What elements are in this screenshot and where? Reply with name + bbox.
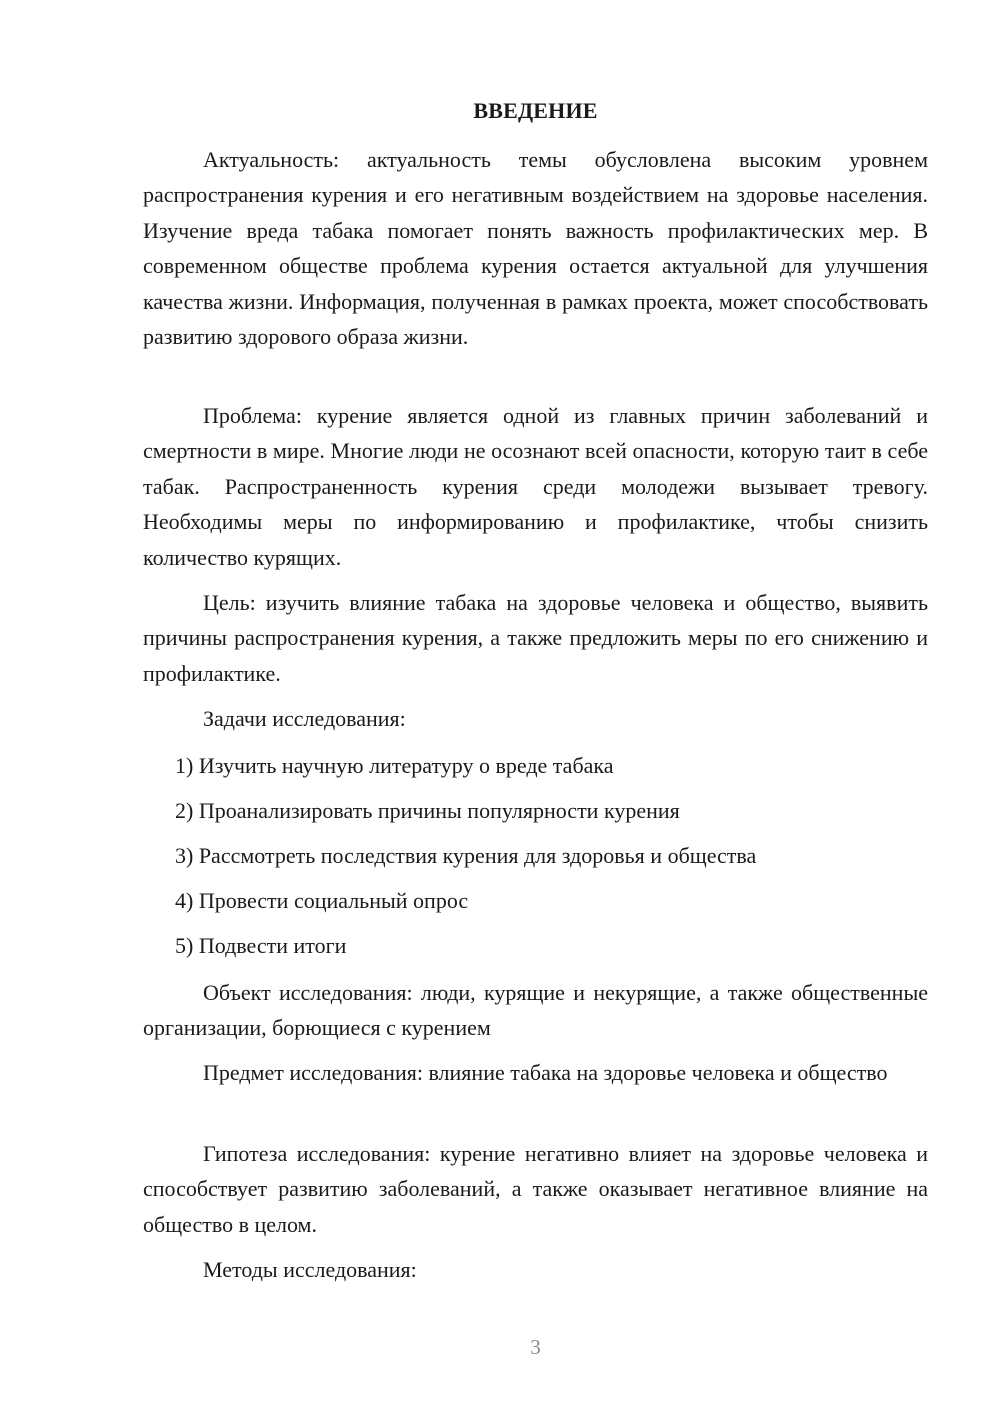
- section-heading: ВВЕДЕНИЕ: [473, 98, 598, 123]
- page-number: 3: [530, 1335, 541, 1359]
- paragraph-hypothesis: Гипотеза исследования: курение негативно влияет на здоровье человека и способствует развитию заболеваний, а также оказывает негативное влияние на общество в целом.: [143, 1141, 928, 1237]
- list-item-task-3: 3) Рассмотреть последствия курения для здоровья и общества: [175, 843, 757, 868]
- paragraph-methods: Методы исследования:: [203, 1257, 417, 1282]
- paragraph-relevance: Актуальность: актуальность темы обусловлена высоким уровнем распространения курения и его негативным воздействием на здоровье населения. Изучение вреда табака помогает понять важность профилактических мер. В современном обществе проблема курения остается актуальной для улучшения качества жизни. Информация, полученная в рамках проекта, может способствовать развитию здорового образа жизни.: [143, 147, 928, 350]
- list-item-task-2: 2) Проанализировать причины популярности курения: [175, 798, 680, 823]
- paragraph-subject: Предмет исследования: влияние табака на здоровье человека и общество: [203, 1060, 888, 1085]
- paragraph-object: Объект исследования: люди, курящие и некурящие, а также общественные организации, борющиеся с курением: [143, 980, 928, 1041]
- paragraph-problem: Проблема: курение является одной из главных причин заболеваний и смертности в мире. Многие люди не осознают всей опасности, которую таит в себе табак. Распространенность курения среди молодежи вызывает тревогу. Необходимы меры по информированию и профилактике, чтобы снизить количество курящих.: [143, 403, 928, 570]
- paragraph-goal: Цель: изучить влияние табака на здоровье человека и общество, выявить причины распространения курения, а также предложить меры по его снижению и профилактике.: [143, 590, 928, 686]
- list-item-task-5: 5) Подвести итоги: [175, 933, 347, 958]
- list-item-task-4: 4) Провести социальный опрос: [175, 888, 469, 913]
- list-item-task-1: 1) Изучить научную литературу о вреде табака: [175, 753, 614, 778]
- document-page: [143, 0, 928, 1414]
- tasks-intro: Задачи исследования:: [203, 706, 406, 731]
